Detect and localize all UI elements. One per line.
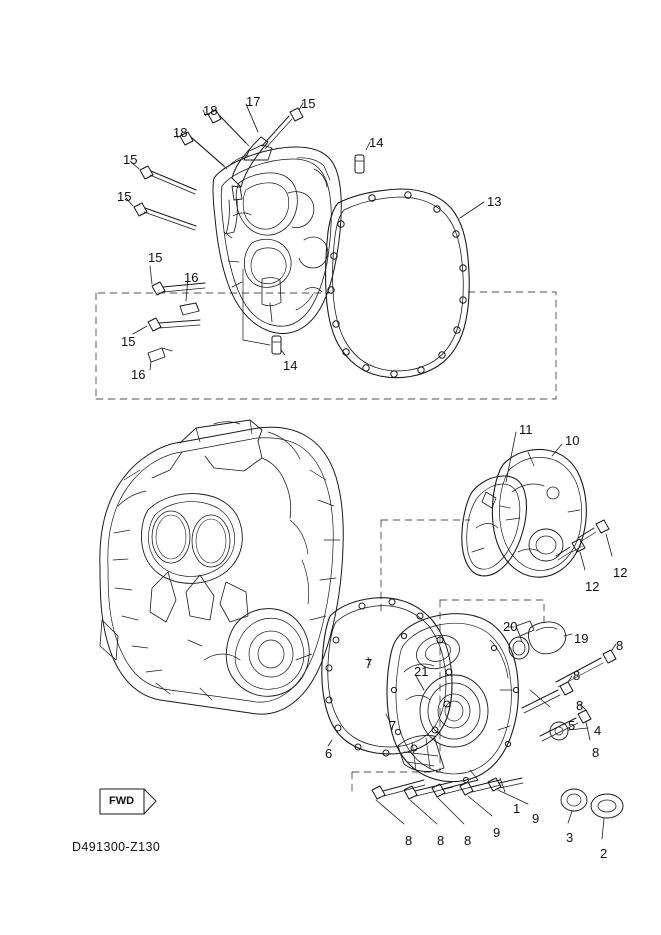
callout-8d: 8 xyxy=(592,745,600,760)
callout-18a: 18 xyxy=(203,103,218,118)
bolt-8-r1 xyxy=(556,644,616,687)
dowel-14-b xyxy=(272,336,285,355)
bolt-15-c xyxy=(126,198,196,230)
bolt-15-a xyxy=(262,108,303,149)
callout-14a: 14 xyxy=(369,135,384,150)
callout-15b: 15 xyxy=(123,152,138,167)
callout-8b: 8 xyxy=(573,668,581,683)
bolt-8-r3 xyxy=(540,704,591,741)
callout-1: 1 xyxy=(513,801,521,816)
callout-10: 10 xyxy=(565,433,580,448)
engine-body xyxy=(100,420,343,714)
callout-9b: 9 xyxy=(532,811,540,826)
plug-3 xyxy=(561,789,587,823)
callout-12b: 12 xyxy=(585,579,600,594)
callout-15d: 15 xyxy=(148,250,163,265)
callout-15e: 15 xyxy=(121,334,136,349)
callout-16b: 16 xyxy=(131,367,146,382)
gasket-13 xyxy=(326,189,470,378)
crankcase-upper xyxy=(213,145,341,334)
bolt-15-e xyxy=(133,318,200,334)
part-19 xyxy=(528,622,572,654)
callout-7b: 7 xyxy=(389,718,397,733)
callout-4: 4 xyxy=(594,723,602,738)
cover-10 xyxy=(492,449,586,577)
callout-8a: 8 xyxy=(616,638,624,653)
bolt-8-b1 xyxy=(372,780,425,824)
bolt-15-b xyxy=(130,161,196,194)
callout-12a: 12 xyxy=(613,565,628,580)
callout-7a: 7 xyxy=(365,656,373,671)
cover-gasket-6 xyxy=(322,598,452,756)
callout-15c: 15 xyxy=(117,189,132,204)
callout-2: 2 xyxy=(600,846,608,861)
callout-8c: 8 xyxy=(576,698,584,713)
callout-8f: 8 xyxy=(437,833,445,848)
callout-8g: 8 xyxy=(464,833,472,848)
callout-6: 6 xyxy=(325,746,333,761)
dowel-14-a xyxy=(355,142,370,173)
callout-9a: 9 xyxy=(493,825,501,840)
crankcase-cover-1 xyxy=(387,614,519,783)
callout-20: 20 xyxy=(503,619,518,634)
bolt-8-r2 xyxy=(522,676,573,713)
callout-18b: 18 xyxy=(173,125,188,140)
cap-2 xyxy=(591,794,623,839)
callout-11: 11 xyxy=(519,422,533,437)
callout-14b: 14 xyxy=(283,358,298,373)
callout-3: 3 xyxy=(566,830,574,845)
callout-17: 17 xyxy=(246,94,261,109)
callout-15a: 15 xyxy=(301,96,316,111)
callout-19: 19 xyxy=(574,631,589,646)
diagram-part-code: D491300-Z130 xyxy=(72,840,161,854)
callout-21: 21 xyxy=(414,664,429,679)
clip-16-b xyxy=(148,348,172,370)
bolt-12-a xyxy=(578,520,612,556)
fwd-label: FWD xyxy=(109,795,135,807)
callout-8e: 8 xyxy=(405,833,413,848)
callout-13: 13 xyxy=(487,194,502,209)
callout-16a: 16 xyxy=(184,270,199,285)
callout-5: 5 xyxy=(568,718,576,733)
bolt-9-b1 xyxy=(460,780,501,816)
